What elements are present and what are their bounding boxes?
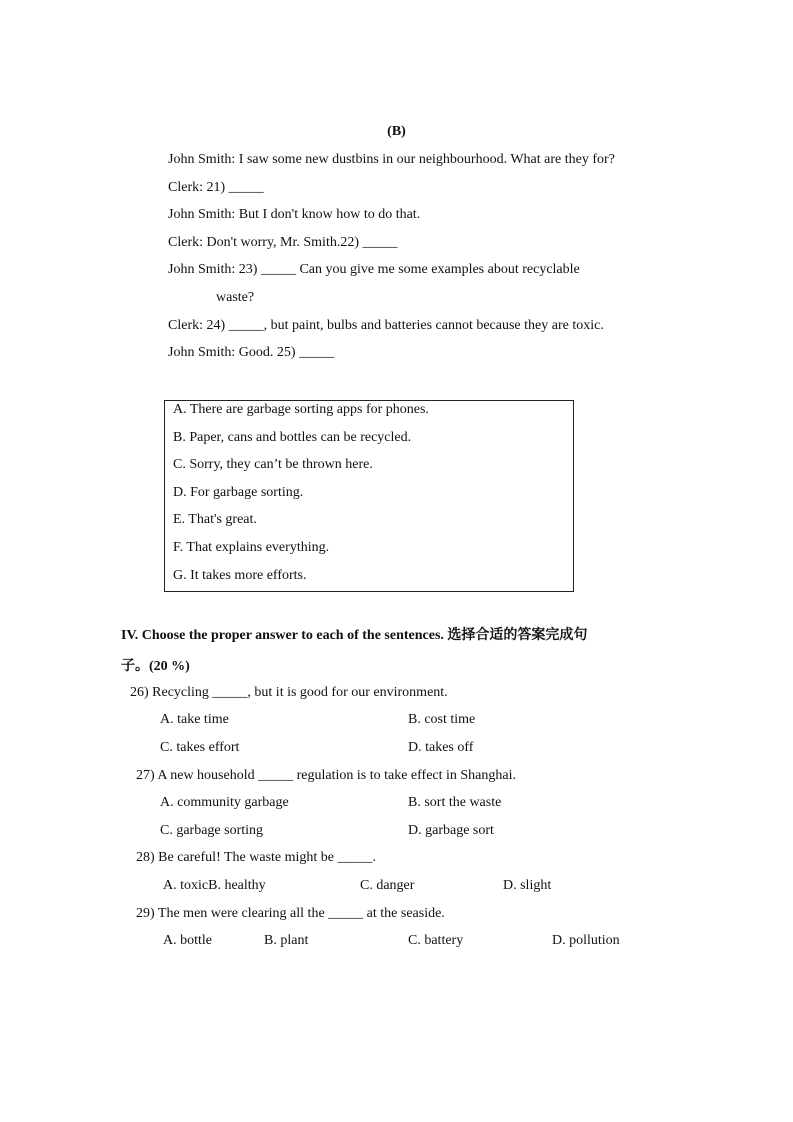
q29-option-d: D. pollution <box>552 933 620 948</box>
option-b: B. Paper, cans and bottles can be recycled. <box>173 430 412 445</box>
option-g: G. It takes more efforts. <box>173 568 307 583</box>
q29-option-c: C. battery <box>408 933 464 948</box>
dialogue-line-7: John Smith: Good. 25) _____ <box>168 345 335 360</box>
q29-option-b: B. plant <box>264 933 309 948</box>
option-c: C. Sorry, they can’t be thrown here. <box>173 457 373 472</box>
q28-option-d: D. slight <box>503 878 552 893</box>
dialogue-line-5: John Smith: 23) _____ Can you give me some examples about recyclable <box>168 262 580 277</box>
dialogue-line-2: Clerk: 21) _____ <box>168 180 264 195</box>
q26-option-c: C. takes effort <box>160 740 240 755</box>
q26-option-b: B. cost time <box>408 712 476 727</box>
q27-option-d: D. garbage sort <box>408 823 494 838</box>
q27-option-a: A. community garbage <box>160 795 289 810</box>
q28-option-ab: A. toxicB. healthy <box>163 878 266 893</box>
options-box <box>164 400 574 592</box>
question-27: 27) A new household _____ regulation is to take effect in Shanghai. <box>136 768 517 783</box>
option-e: E. That's great. <box>173 512 257 527</box>
section-iv-heading: IV. Choose the proper answer to each of the sentences. 选择合适的答案完成句 <box>121 628 588 643</box>
option-d: D. For garbage sorting. <box>173 485 304 500</box>
dialogue-line-1: John Smith: I saw some new dustbins in our neighbourhood. What are they for? <box>168 152 615 167</box>
dialogue-line-4: Clerk: Don't worry, Mr. Smith.22) _____ <box>168 235 398 250</box>
dialogue-line-6: Clerk: 24) _____, but paint, bulbs and batteries cannot because they are toxic. <box>168 318 604 333</box>
section-b-title: (B) <box>387 124 406 139</box>
option-a: A. There are garbage sorting apps for phones. <box>173 402 429 417</box>
q26-option-a: A. take time <box>160 712 229 727</box>
dialogue-line-3: John Smith: But I don't know how to do that. <box>168 207 421 222</box>
q26-option-d: D. takes off <box>408 740 474 755</box>
q28-option-c: C. danger <box>360 878 415 893</box>
question-26: 26) Recycling _____, but it is good for our environment. <box>130 685 448 700</box>
q29-option-a: A. bottle <box>163 933 212 948</box>
question-29: 29) The men were clearing all the _____ at the seaside. <box>136 906 445 921</box>
dialogue-line-5-cont: waste? <box>216 290 255 305</box>
q27-option-b: B. sort the waste <box>408 795 502 810</box>
question-28: 28) Be careful! The waste might be _____. <box>136 850 377 865</box>
section-iv-heading-cont: 子。(20 %) <box>121 659 190 674</box>
option-f: F. That explains everything. <box>173 540 330 555</box>
q27-option-c: C. garbage sorting <box>160 823 264 838</box>
